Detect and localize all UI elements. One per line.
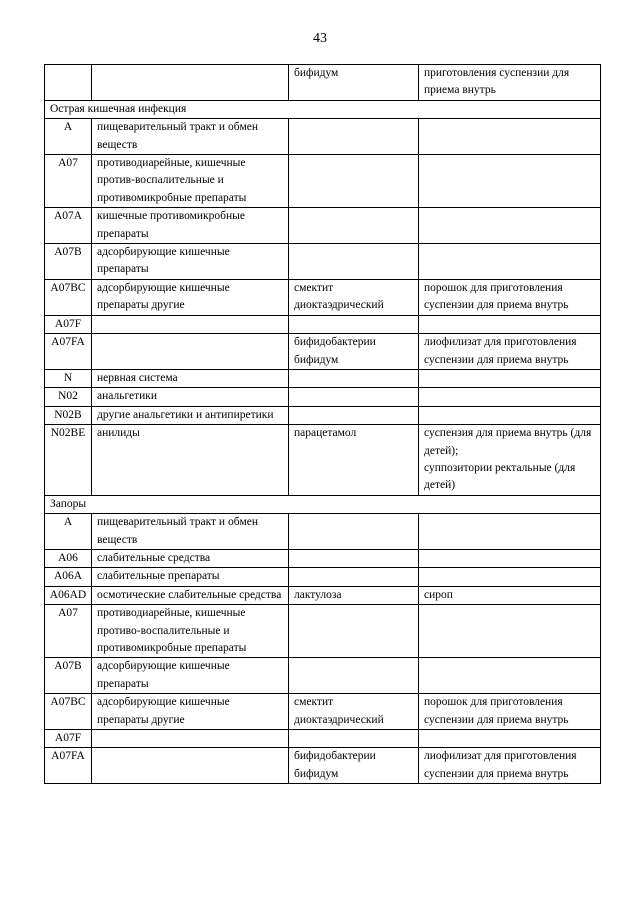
atc-code-cell: A07BC (45, 279, 92, 315)
atc-code-cell: A06 (45, 549, 92, 567)
table-row (45, 279, 601, 315)
dosage-form-cell (419, 568, 601, 586)
group-name-cell (92, 334, 289, 370)
dosage-form-cell (419, 244, 601, 280)
group-name-cell (92, 748, 289, 784)
dosage-form-cell: порошок для приготовления суспензии для приема внутрь (419, 279, 601, 315)
dosage-form-cell: порошок для приготовления суспензии для приема внутрь (419, 694, 601, 730)
atc-code-cell: A07FA (45, 334, 92, 370)
group-name-cell: пищеварительный тракт и обмен веществ (92, 119, 289, 155)
group-name-cell: адсорбирующие кишечные препараты другие (92, 279, 289, 315)
table-row (45, 694, 601, 730)
table-row (45, 658, 601, 694)
drug-name-cell (289, 406, 419, 424)
table-row (45, 605, 601, 658)
table-row (45, 568, 601, 586)
group-name-cell: анальгетики (92, 388, 289, 406)
table-row (45, 388, 601, 406)
drug-name-cell: бифидобактерии бифидум (289, 748, 419, 784)
group-name-cell: противодиарейные, кишечные против-воспалительные и противомикробные препараты (92, 155, 289, 208)
dosage-form-cell (419, 730, 601, 748)
atc-code-cell: A (45, 119, 92, 155)
dosage-form-cell (419, 388, 601, 406)
group-name-cell: адсорбирующие кишечные препараты (92, 244, 289, 280)
atc-code-cell (45, 65, 92, 101)
table-row (45, 748, 601, 784)
group-name-cell: пищеварительный тракт и обмен веществ (92, 514, 289, 550)
drug-name-cell (289, 605, 419, 658)
table-row (45, 65, 601, 101)
table-row (45, 406, 601, 424)
atc-code-cell: A07B (45, 658, 92, 694)
table-row (45, 208, 601, 244)
dosage-form-cell (419, 406, 601, 424)
drug-name-cell (289, 119, 419, 155)
dosage-form-cell (419, 658, 601, 694)
drug-name-cell: парацетамол (289, 425, 419, 496)
group-name-cell: адсорбирующие кишечные препараты (92, 658, 289, 694)
section-title: Острая кишечная инфекция (45, 100, 601, 118)
dosage-form-cell (419, 549, 601, 567)
table-row (45, 730, 601, 748)
dosage-form-cell: приготовления суспензии для приема внутрь (419, 65, 601, 101)
drug-name-cell (289, 549, 419, 567)
dosage-form-cell (419, 369, 601, 387)
drug-name-cell (289, 658, 419, 694)
atc-code-cell: A07FA (45, 748, 92, 784)
drug-name-cell (289, 388, 419, 406)
atc-code-cell: A07 (45, 155, 92, 208)
atc-code-cell: A07 (45, 605, 92, 658)
group-name-cell: кишечные противомикробные препараты (92, 208, 289, 244)
group-name-cell (92, 65, 289, 101)
atc-code-cell: N (45, 369, 92, 387)
dosage-form-cell: суспензия для приема внутрь (для детей); суппозитории ректальные (для детей) (419, 425, 601, 496)
drug-name-cell: бифидобактерии бифидум (289, 334, 419, 370)
section-row (45, 495, 601, 513)
section-title: Запоры (45, 495, 601, 513)
drug-name-cell (289, 155, 419, 208)
table-row (45, 119, 601, 155)
atc-code-cell: A07F (45, 730, 92, 748)
drug-table (44, 64, 601, 784)
drug-name-cell (289, 315, 419, 333)
atc-code-cell: A07F (45, 315, 92, 333)
group-name-cell: анилиды (92, 425, 289, 496)
drug-name-cell (289, 208, 419, 244)
group-name-cell (92, 730, 289, 748)
table-row (45, 315, 601, 333)
atc-code-cell: A06A (45, 568, 92, 586)
drug-name-cell (289, 568, 419, 586)
drug-name-cell: смектит диоктаэдрический (289, 694, 419, 730)
table-row (45, 369, 601, 387)
atc-code-cell: A06AD (45, 586, 92, 604)
atc-code-cell: A07BC (45, 694, 92, 730)
dosage-form-cell (419, 315, 601, 333)
group-name-cell: другие анальгетики и антипиретики (92, 406, 289, 424)
drug-name-cell (289, 244, 419, 280)
table-row (45, 549, 601, 567)
dosage-form-cell: сироп (419, 586, 601, 604)
dosage-form-cell: лиофилизат для приготовления суспензии для приема внутрь (419, 334, 601, 370)
dosage-form-cell: лиофилизат для приготовления суспензии для приема внутрь (419, 748, 601, 784)
drug-name-cell: бифидум (289, 65, 419, 101)
page-number: 43 (313, 31, 327, 46)
table-row (45, 425, 601, 496)
group-name-cell: слабительные средства (92, 549, 289, 567)
group-name-cell: осмотические слабительные средства (92, 586, 289, 604)
atc-code-cell: N02 (45, 388, 92, 406)
table-row (45, 244, 601, 280)
group-name-cell: нервная система (92, 369, 289, 387)
group-name-cell (92, 315, 289, 333)
dosage-form-cell (419, 514, 601, 550)
group-name-cell: адсорбирующие кишечные препараты другие (92, 694, 289, 730)
atc-code-cell: N02BE (45, 425, 92, 496)
drug-name-cell: смектит диоктаэдрический (289, 279, 419, 315)
section-row (45, 100, 601, 118)
dosage-form-cell (419, 155, 601, 208)
group-name-cell: противодиарейные, кишечные противо-воспалительные и противомикробные препараты (92, 605, 289, 658)
drug-name-cell (289, 730, 419, 748)
dosage-form-cell (419, 119, 601, 155)
atc-code-cell: A07B (45, 244, 92, 280)
atc-code-cell: A07A (45, 208, 92, 244)
table-row (45, 334, 601, 370)
table-row (45, 586, 601, 604)
drug-name-cell (289, 514, 419, 550)
dosage-form-cell (419, 208, 601, 244)
table-row (45, 514, 601, 550)
dosage-form-cell (419, 605, 601, 658)
drug-name-cell (289, 369, 419, 387)
group-name-cell: слабительные препараты (92, 568, 289, 586)
table-row (45, 155, 601, 208)
atc-code-cell: N02B (45, 406, 92, 424)
atc-code-cell: A (45, 514, 92, 550)
drug-name-cell: лактулоза (289, 586, 419, 604)
